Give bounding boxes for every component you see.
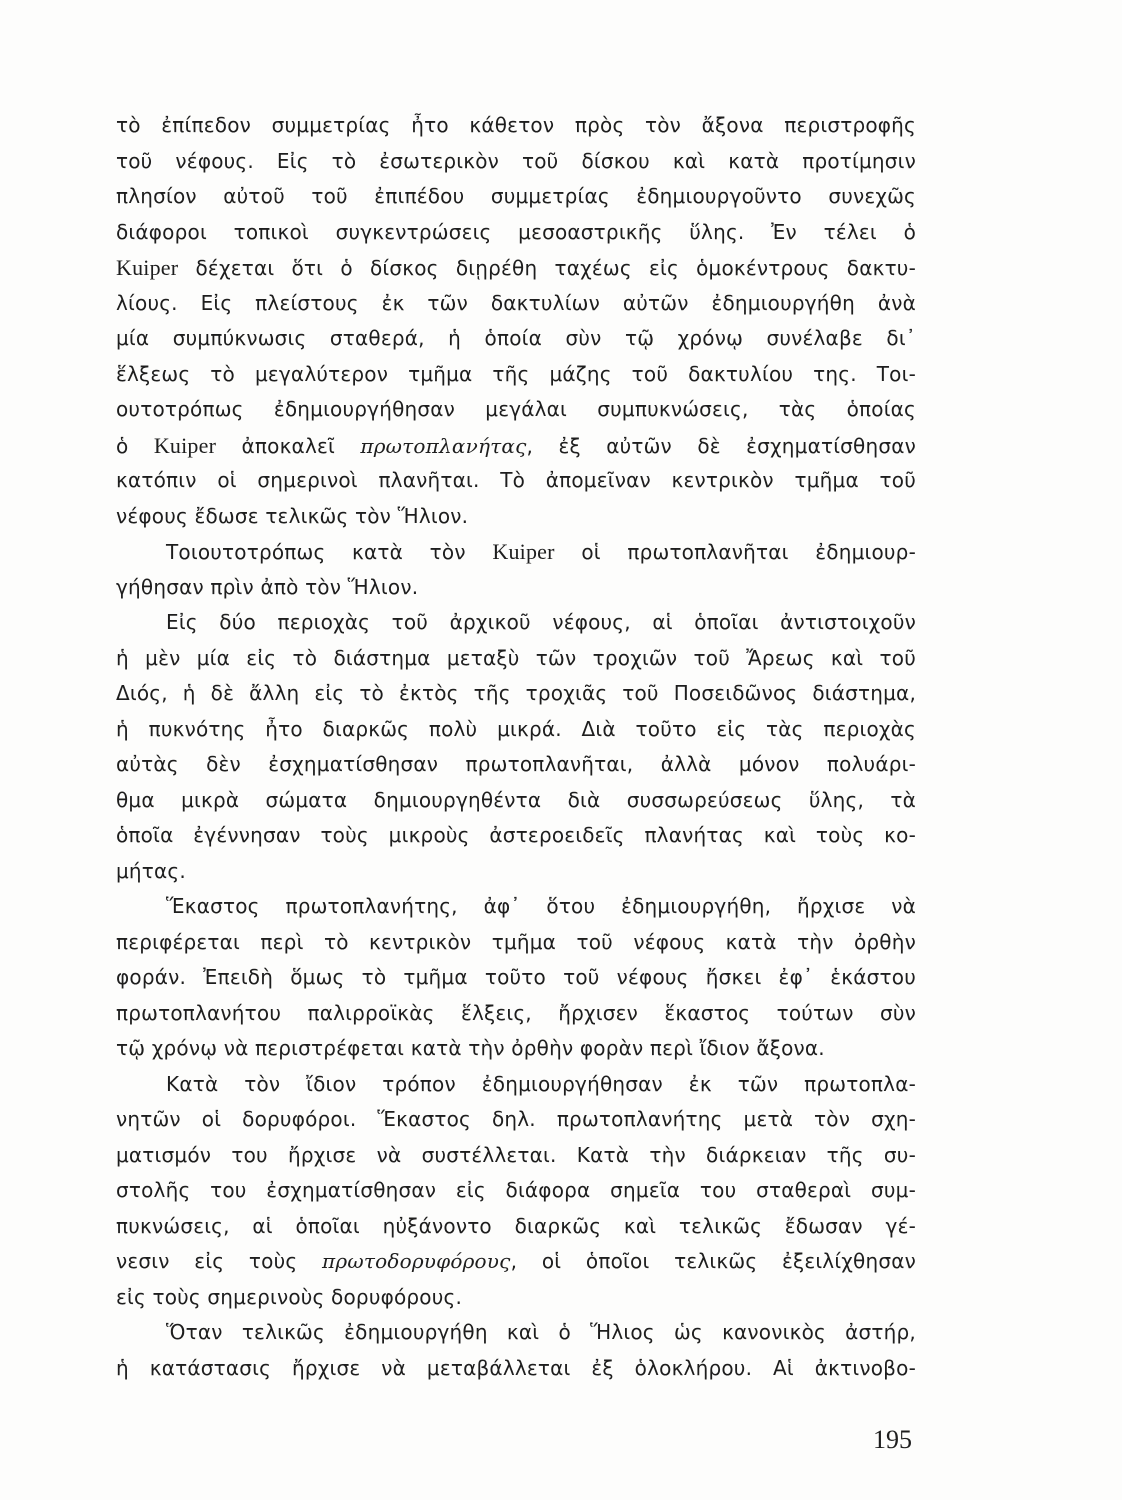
- text-line: ἡ μὲν μία εἰς τὸ διάστημα μεταξὺ τῶν τροχιῶν τοῦ Ἄρεως καὶ τοῦ: [116, 645, 916, 670]
- text-line: πρωτοπλανήτου παλιρροϊκὰς ἕλξεις, ἤρχισεν ἕκαστος τούτων σὺν: [116, 1000, 916, 1025]
- text-line: μήτας.: [116, 858, 186, 883]
- name-kuiper: Kuiper: [116, 255, 179, 280]
- body-text: [116, 108, 916, 1386]
- text-line: Τοιουτοτρόπως κατὰ τὸν Kuiper οἱ πρωτοπλανῆται ἐδημιουρ-: [166, 539, 916, 564]
- text-line: στολῆς του ἐσχηματίσθησαν εἰς διάφορα σημεῖα του σταθεραὶ συμ-: [116, 1178, 916, 1202]
- text-line: πλησίον αὐτοῦ τοῦ ἐπιπέδου συμμετρίας ἐδημιουργοῦντο συνεχῶς: [116, 184, 916, 208]
- text-line: διάφοροι τοπικοὶ συγκεντρώσεις μεσοαστρικῆς ὕλης. Ἐν τέλει ὁ: [116, 219, 916, 244]
- text-line: νητῶν οἱ δορυφόροι. Ἕκαστος δηλ. πρωτοπλανήτης μετὰ τὸν σχη-: [116, 1107, 916, 1131]
- page-number: 195: [873, 1425, 912, 1454]
- text-line: λίους. Εἰς πλείστους ἐκ τῶν δακτυλίων αὐτῶν ἐδημιουργήθη ἀνὰ: [116, 290, 916, 315]
- text-line: ματισμόν του ἤρχισε νὰ συστέλλεται. Κατὰ τὴν διάρκειαν τῆς συ-: [116, 1142, 916, 1167]
- text-line: ἡ πυκνότης ἦτο διαρκῶς πολὺ μικρά. Διὰ τοῦτο εἰς τὰς περιοχὰς: [116, 716, 916, 741]
- text-line: πυκνώσεις, αἱ ὁποῖαι ηὐξάνοντο διαρκῶς καὶ τελικῶς ἔδωσαν γέ-: [116, 1213, 916, 1238]
- text-line: Κατὰ τὸν ἴδιον τρόπον ἐδημιουργήθησαν ἐκ τῶν πρωτοπλα-: [166, 1071, 916, 1096]
- emphasized-term: πρωτοδορυφόρους: [322, 1249, 511, 1273]
- text-line: θμα μικρὰ σώματα δημιουργηθέντα διὰ συσσωρεύσεως ὕλης, τὰ: [116, 787, 916, 812]
- emphasized-term: πρωτοπλανήτας: [360, 433, 527, 458]
- text-line: ἡ κατάστασις ἤρχισε νὰ μεταβάλλεται ἐξ ὁλοκλήρου. Αἱ ἀκτινοβο-: [116, 1355, 916, 1380]
- text-line: μία συμπύκνωσις σταθερά, ἡ ὁποία σὺν τῷ χρόνῳ συνέλαβε δι᾽: [116, 326, 916, 350]
- text-line: τοῦ νέφους. Εἰς τὸ ἐσωτερικὸν τοῦ δίσκου καὶ κατὰ προτίμησιν: [116, 148, 916, 173]
- text-line: περιφέρεται περὶ τὸ κεντρικὸν τμῆμα τοῦ νέφους κατὰ τὴν ὀρθὴν: [116, 929, 916, 954]
- text-line: ουτοτρόπως ἐδημιουργήθησαν μεγάλαι συμπυκνώσεις, τὰς ὁποίας: [116, 397, 916, 421]
- text-line: ἕλξεως τὸ μεγαλύτερον τμῆμα τῆς μάζης τοῦ δακτυλίου της. Τοι-: [116, 361, 916, 386]
- text-line: Ἕκαστος πρωτοπλανήτης, ἀφ᾽ ὅτου ἐδημιουργήθη, ἤρχισε νὰ: [166, 894, 916, 918]
- text-line: γήθησαν πρὶν ἀπὸ τὸν Ἥλιον.: [116, 574, 419, 599]
- text-line: τὸ ἐπίπεδον συμμετρίας ἦτο κάθετον πρὸς τὸν ἄξονα περιστροφῆς: [116, 113, 916, 137]
- text-line: κατόπιν οἱ σημερινοὶ πλανῆται. Τὸ ἀπομεῖναν κεντρικὸν τμῆμα τοῦ: [116, 468, 916, 492]
- text-line: τῷ χρόνῳ νὰ περιστρέφεται κατὰ τὴν ὀρθὴν φορὰν περὶ ἴδιον ἄξονα.: [116, 1036, 825, 1060]
- text-line: Εἰς δύο περιοχὰς τοῦ ἀρχικοῦ νέφους, αἱ ὁποῖαι ἀντιστοιχοῦν: [166, 610, 916, 634]
- text-line: Διός, ἡ δὲ ἄλλη εἰς τὸ ἐκτὸς τῆς τροχιᾶς τοῦ Ποσειδῶνος διάστημα,: [116, 681, 916, 705]
- text-line: ὁ Kuiper ἀποκαλεῖ πρωτοπλανήτας, ἐξ αὐτῶν δὲ ἐσχηματίσθησαν: [116, 432, 917, 458]
- text-line: νέφους ἔδωσε τελικῶς τὸν Ἥλιον.: [116, 503, 469, 528]
- name-kuiper: Kuiper: [153, 432, 217, 458]
- text-line: ὁποῖα ἐγέννησαν τοὺς μικροὺς ἀστεροειδεῖς πλανήτας καὶ τοὺς κο-: [116, 823, 916, 847]
- name-kuiper: Kuiper: [492, 539, 555, 564]
- text-line: εἰς τοὺς σημερινοὺς δορυφόρους.: [116, 1284, 463, 1309]
- text-line: φοράν. Ἐπειδὴ ὅμως τὸ τμῆμα τοῦτο τοῦ νέφους ἤσκει ἐφ᾽ ἑκάστου: [116, 965, 916, 989]
- text-line: Kuiper δέχεται ὅτι ὁ δίσκος διῃρέθη ταχέως εἰς ὁμοκέντρους δακτυ-: [116, 255, 916, 280]
- text-line: αὐτὰς δὲν ἐσχηματίσθησαν πρωτοπλανῆται, ἀλλὰ μόνον πολυάρι-: [116, 752, 916, 776]
- text-line: Ὅταν τελικῶς ἐδημιουργήθη καὶ ὁ Ἥλιος ὡς κανονικὸς ἀστήρ,: [166, 1320, 916, 1344]
- text-line: νεσιν εἰς τοὺς πρωτοδορυφόρους, οἱ ὁποῖοι τελικῶς ἐξειλίχθησαν: [116, 1249, 916, 1273]
